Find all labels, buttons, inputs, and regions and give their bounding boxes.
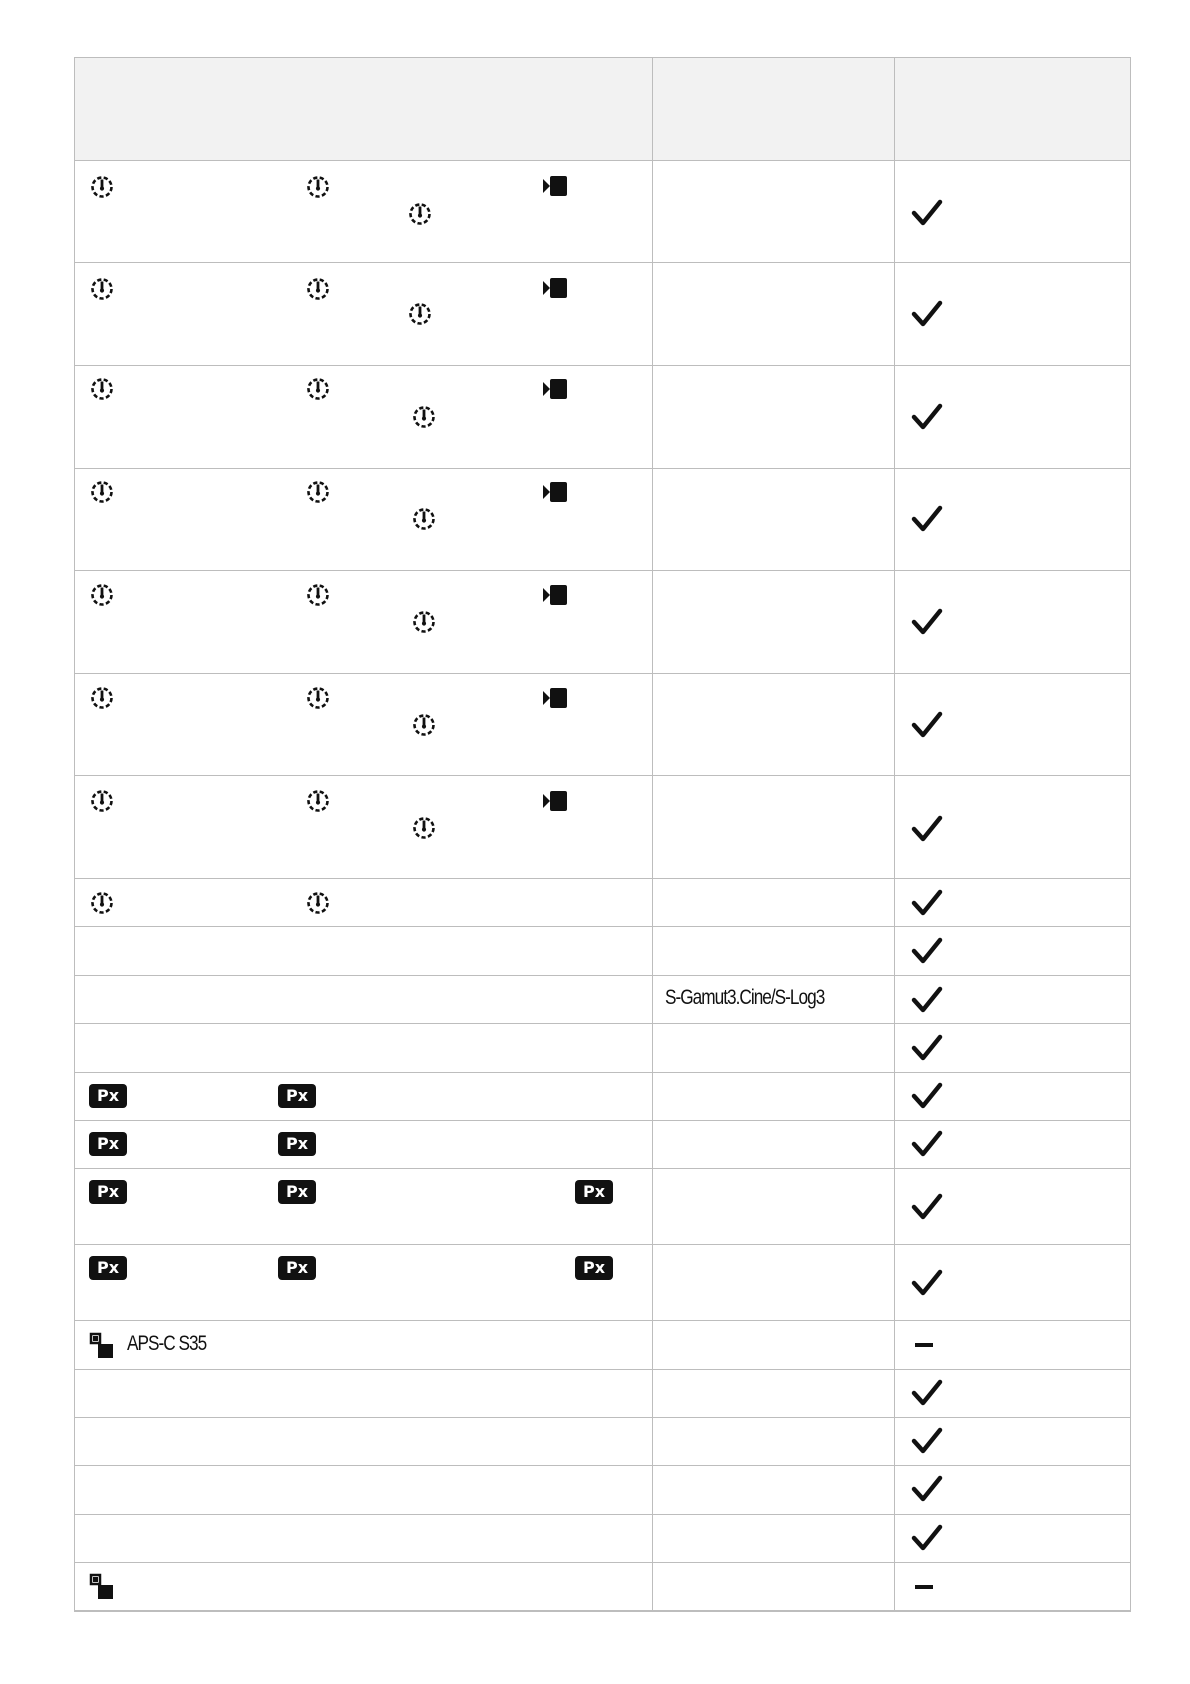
checkmark-icon	[911, 1082, 943, 1110]
checkmark-icon	[911, 300, 943, 328]
px-badge: Px	[278, 1180, 316, 1204]
checkmark-icon	[911, 403, 943, 431]
table-row	[75, 878, 1130, 926]
table-row	[75, 1465, 1130, 1514]
px-badge: Px	[278, 1084, 316, 1108]
timer-icon	[305, 276, 331, 302]
table-row	[75, 365, 1130, 468]
checkmark-icon	[911, 1269, 943, 1297]
movie-record-icon	[543, 277, 569, 299]
table-row	[75, 160, 1130, 262]
settings-table	[74, 57, 1131, 1612]
table-row	[75, 1023, 1130, 1072]
timer-icon	[407, 301, 433, 327]
checkmark-icon	[911, 1193, 943, 1221]
table-row	[75, 468, 1130, 570]
px-badge: Px	[89, 1256, 127, 1280]
timer-icon	[411, 506, 437, 532]
checkmark-icon	[911, 711, 943, 739]
table-row	[75, 570, 1130, 673]
table-row	[75, 673, 1130, 775]
aps-c-label: APS-C S35	[127, 1332, 207, 1355]
table-row	[75, 1514, 1130, 1562]
movie-record-icon	[543, 584, 569, 606]
checkmark-icon	[911, 608, 943, 636]
checkmark-icon	[911, 505, 943, 533]
timer-icon	[411, 404, 437, 430]
px-badge: Px	[89, 1180, 127, 1204]
timer-icon	[89, 376, 115, 402]
table-row	[75, 775, 1130, 878]
checkmark-icon	[911, 937, 943, 965]
timer-icon	[305, 890, 331, 916]
timer-icon	[411, 609, 437, 635]
movie-record-icon	[543, 481, 569, 503]
px-badge: Px	[89, 1132, 127, 1156]
checkmark-icon	[911, 199, 943, 227]
timer-icon	[407, 201, 433, 227]
timer-icon	[411, 815, 437, 841]
dash-icon	[915, 1585, 933, 1589]
table-row	[75, 1168, 1130, 1244]
timer-icon	[89, 276, 115, 302]
px-badge: Px	[278, 1256, 316, 1280]
crop-mode-icon	[89, 1332, 115, 1360]
px-badge: Px	[575, 1256, 613, 1280]
crop-mode-icon	[89, 1573, 115, 1601]
timer-icon	[305, 788, 331, 814]
checkmark-icon	[911, 986, 943, 1014]
timer-icon	[305, 582, 331, 608]
movie-record-icon	[543, 790, 569, 812]
timer-icon	[305, 174, 331, 200]
table-row	[75, 926, 1130, 975]
movie-record-icon	[543, 687, 569, 709]
px-badge: Px	[278, 1132, 316, 1156]
checkmark-icon	[911, 889, 943, 917]
timer-icon	[89, 582, 115, 608]
dash-icon	[915, 1343, 933, 1347]
table-row	[75, 1562, 1130, 1610]
checkmark-icon	[911, 1034, 943, 1062]
timer-icon	[89, 685, 115, 711]
px-badge: Px	[575, 1180, 613, 1204]
gamut-value: S-Gamut3.Cine/S-Log3	[665, 986, 825, 1009]
timer-icon	[89, 479, 115, 505]
timer-icon	[305, 685, 331, 711]
timer-icon	[411, 712, 437, 738]
table-row	[75, 1244, 1130, 1320]
timer-icon	[305, 376, 331, 402]
px-badge: Px	[89, 1084, 127, 1108]
timer-icon	[305, 479, 331, 505]
table-row	[75, 1417, 1130, 1465]
movie-record-icon	[543, 175, 569, 197]
timer-icon	[89, 788, 115, 814]
table-row	[75, 262, 1130, 365]
checkmark-icon	[911, 1130, 943, 1158]
timer-icon	[89, 174, 115, 200]
table-row	[75, 1072, 1130, 1120]
checkmark-icon	[911, 1524, 943, 1552]
table-row	[75, 975, 1130, 1023]
table-row	[75, 1369, 1130, 1417]
checkmark-icon	[911, 1475, 943, 1503]
checkmark-icon	[911, 1379, 943, 1407]
timer-icon	[89, 890, 115, 916]
table-row	[75, 1320, 1130, 1369]
checkmark-icon	[911, 815, 943, 843]
movie-record-icon	[543, 378, 569, 400]
table-row	[75, 1120, 1130, 1168]
table-header	[75, 58, 1130, 160]
checkmark-icon	[911, 1427, 943, 1455]
